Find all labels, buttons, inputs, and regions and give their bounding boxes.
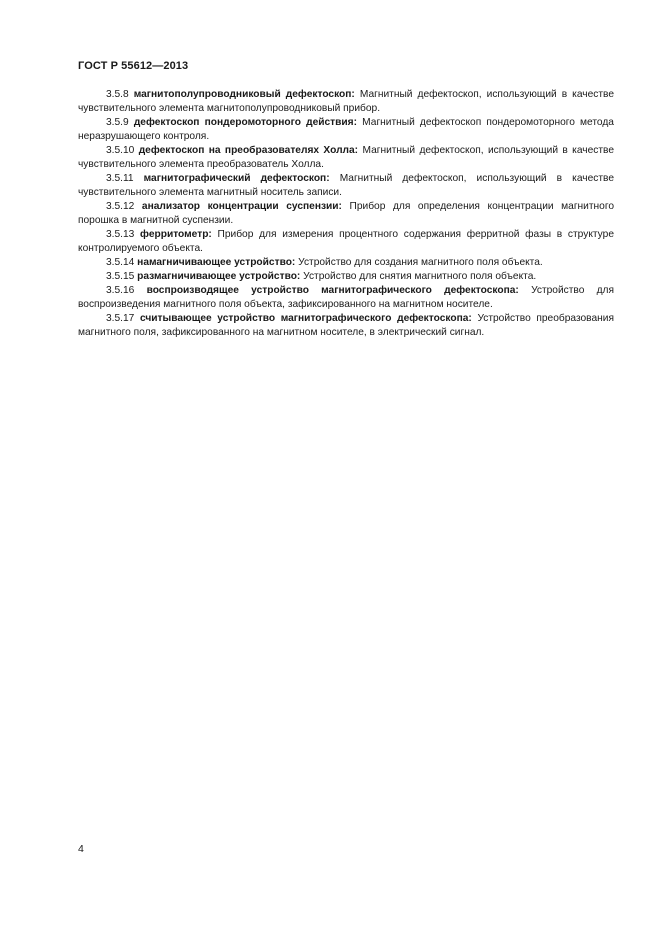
term-entry [78, 200, 614, 228]
term-definition: Устройство преобразования магнитного поля, зафиксированного на магнитном носителе, в электрический сигнал. [78, 313, 614, 338]
term-definition: Магнитный дефектоскоп, использующий в качестве чувствительного элемента преобразователь Холла. [78, 145, 614, 170]
term-number: 3.5.8 [106, 89, 129, 100]
term-name: магнитополупроводниковый дефектоскоп: [133, 89, 355, 100]
terms-list [78, 88, 614, 340]
term-number: 3.5.11 [106, 173, 134, 184]
term-entry [78, 270, 614, 284]
term-entry [78, 116, 614, 144]
term-definition: Прибор для определения концентрации магнитного порошка в магнитной суспензии. [78, 201, 614, 226]
term-definition: Устройство для создания магнитного поля объекта. [298, 257, 543, 268]
term-name: размагничивающее устройство: [137, 271, 301, 282]
term-name: намагничивающее устройство: [137, 257, 296, 268]
term-name: анализатор концентрации суспензии: [141, 201, 342, 212]
term-number: 3.5.16 [106, 285, 135, 296]
term-entry [78, 256, 614, 270]
term-entry [78, 312, 614, 340]
term-number: 3.5.13 [106, 229, 135, 240]
term-number: 3.5.17 [106, 313, 135, 324]
term-number: 3.5.12 [106, 201, 135, 212]
term-definition: Устройство для снятия магнитного поля объекта. [303, 271, 537, 282]
document-header: ГОСТ Р 55612—2013 [78, 60, 189, 72]
term-number: 3.5.14 [106, 257, 135, 268]
term-definition: Магнитный дефектоскоп пондеромоторного метода неразрушающего контроля. [78, 117, 614, 142]
page-number: 4 [78, 843, 84, 855]
term-entry [78, 172, 614, 200]
term-name: ферритометр: [140, 229, 212, 240]
term-definition: Магнитный дефектоскоп, использующий в качестве чувствительного элемента магнитополупроводниковый прибор. [78, 89, 614, 114]
term-number: 3.5.10 [106, 145, 135, 156]
term-entry [78, 144, 614, 172]
term-definition: Устройство для воспроизведения магнитного поля объекта, зафиксированного на магнитном носителе. [78, 285, 614, 310]
term-entry [78, 228, 614, 256]
term-name: воспроизводящее устройство магнитографического дефектоскопа: [146, 285, 519, 296]
term-entry [78, 88, 614, 116]
term-definition: Прибор для измерения процентного содержания ферритной фазы в структуре контролируемого объекта. [78, 229, 614, 254]
term-name: дефектоскоп пондеромоторного действия: [133, 117, 358, 128]
term-name: считывающее устройство магнитографического дефектоскопа: [139, 313, 472, 324]
term-number: 3.5.9 [106, 117, 129, 128]
term-definition: Магнитный дефектоскоп, использующий в качестве чувствительного элемента магнитный носитель записи. [78, 173, 614, 198]
term-entry [78, 284, 614, 312]
term-name: дефектоскоп на преобразователях Холла: [138, 145, 359, 156]
term-number: 3.5.15 [106, 271, 135, 282]
term-name: магнитографический дефектоскоп: [143, 173, 330, 184]
